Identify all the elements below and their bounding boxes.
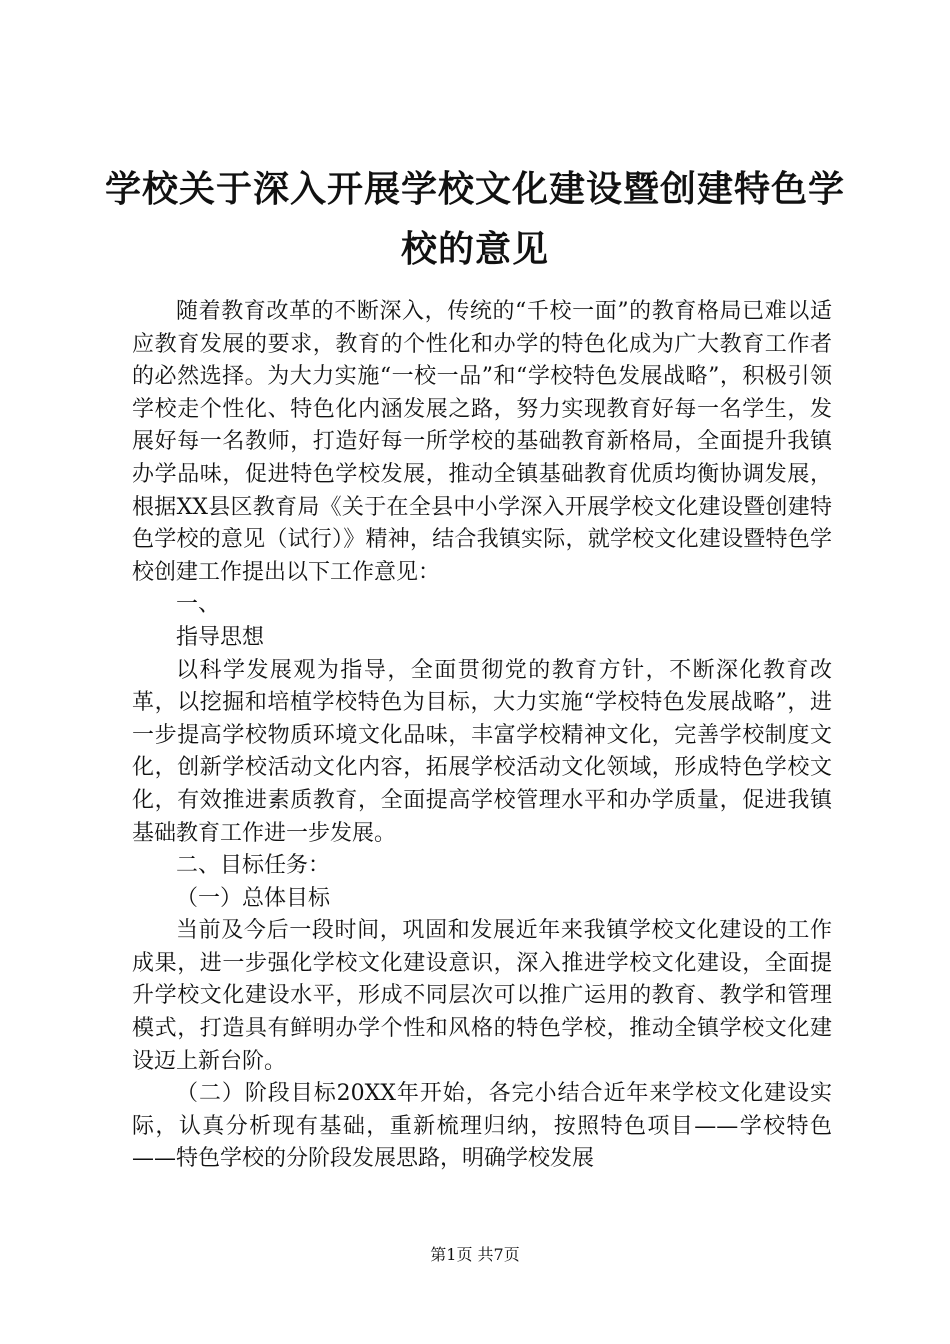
paragraph-stage-goal: （二）阶段目标20XX年开始，各完小结合近年来学校文化建设实际，认真分析现有基础，重新梳理归纳，按照特色项目——学校特色——特色学校的分阶段发展思路，明确学校发展 [132,1081,832,1172]
paragraph-overall-goal: 当前及今后一段时间，巩固和发展近年来我镇学校文化建设的工作成果，进一步强化学校文化建设意识，深入推进学校文化建设，全面提升学校文化建设水平，形成不同层次可以推广运用的教育、教学和管理模式，打造具有鲜明办学个性和风格的特色学校，推动全镇学校文化建设迈上新台阶。 [132,918,832,1074]
subsection-heading-overall-goal: （一）总体目标 [176,885,331,911]
paragraph-intro: 随着教育改革的不断深入，传统的“千校一面”的教育格局已难以适应教育发展的要求，教育的个性化和办学的特色化成为广大教育工作者的必然选择。为大力实施“一校一品”和“学校特色发展战略”，积极引领学校走个性化、特色化内涵发展之路，努力实现教育好每一名学生，发展好每一名教师，打造好每一所学校的基础教育新格局，全面提升我镇办学品味，促进特色学校发展，推动全镇基础教育优质均衡协调发展，根据XX县区教育局《关于在全县中小学深入开展学校文化建设暨创建特色学校的意见（试行）》精神，结合我镇实际，就学校文化建设暨特色学校创建工作提出以下工作意见： [132,299,832,585]
section-heading-goals: 二、目标任务： [176,853,331,879]
section-number-one: 一、 [176,592,221,618]
page-number-footer: 第1页 共7页 [430,1245,520,1264]
paragraph-guiding-ideology: 以科学发展观为指导，全面贯彻党的教育方针，不断深化教育改革，以挖掘和培植学校特色为目标，大力实施“学校特色发展战略”，进一步提高学校物质环境文化品味，丰富学校精神文化，完善学校制度文化，创新学校活动文化内容，拓展学校活动文化领域，形成特色学校文化，有效推进素质教育，全面提高学校管理水平和办学质量，促进我镇基础教育工作进一步发展。 [132,657,832,846]
section-heading-guiding-ideology: 指导思想 [176,624,265,650]
document-title: 学校关于深入开展学校文化建设暨创建特色学校的意见 [104,169,845,270]
document-body [132,296,832,1176]
